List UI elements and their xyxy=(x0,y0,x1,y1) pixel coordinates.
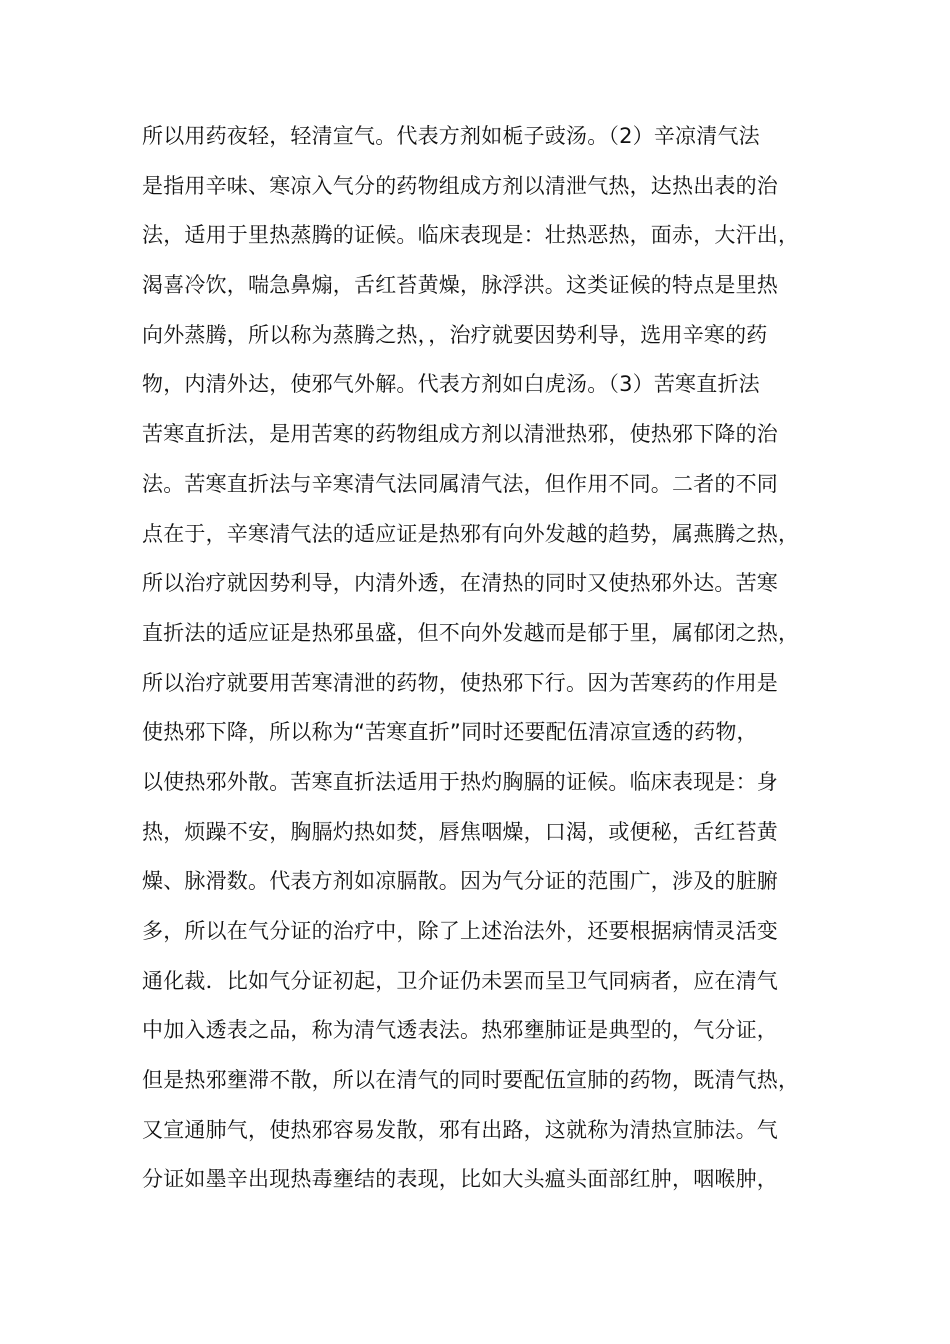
text-line: 分证如墨辛出现热毒壅结的表现，比如大头瘟头面部红肿，咽喉肿， xyxy=(142,1167,778,1192)
text-line: 所以治疗就要用苦寒清泄的药物，使热邪下行。因为苦寒药的作用是 xyxy=(142,670,778,695)
text-line: 多，所以在气分证的治疗中，除了上述治法外，还要根据病情灵活变 xyxy=(142,919,778,943)
text-line: 以使热邪外散。苦寒直折法适用于热灼胸膈的证候。临床表现是：身 xyxy=(142,769,778,794)
text-line: 又宣通肺气，使热邪容易发散，邪有出路，这就称为清热宣肺法。气 xyxy=(142,1117,778,1142)
text-line: 渴喜冷饮，喘急鼻煽，舌红苔黄燥，脉浮洪。这类证候的特点是里热 xyxy=(142,273,778,298)
text-line: 所以用药夜轻，轻清宣气。代表方剂如栀子豉汤。（2）辛凉清气法 xyxy=(142,124,760,148)
text-line: 是指用辛味、寒凉入气分的药物组成方剂以清泄气热，达热出表的治 xyxy=(142,173,778,198)
text-line: 通化裁．比如气分证初起，卫介证仍未罢而呈卫气同病者，应在清气 xyxy=(142,968,778,993)
text-line: 法，适用于里热蒸腾的证候。临床表现是：壮热恶热，面赤，大汗出， xyxy=(142,223,800,248)
text-line: 直折法的适应证是热邪虽盛，但不向外发越而是郁于里，属郁闭之热， xyxy=(142,620,800,645)
text-line: 所以治疗就因势利导，内清外透，在清热的同时又使热邪外达。苦寒 xyxy=(142,571,778,596)
text-line: 使热邪下降，所以称为“苦寒直折”同时还要配伍清凉宣透的药物， xyxy=(142,720,758,745)
body-text xyxy=(142,112,822,1205)
text-line: 中加入透表之品，称为清气透表法。热邪壅肺证是典型的，气分证， xyxy=(142,1018,778,1043)
text-line: 燥、脉滑数。代表方剂如凉膈散。因为气分证的范围广，涉及的脏腑 xyxy=(142,869,778,894)
text-line: 但是热邪壅滞不散，所以在清气的同时要配伍宣肺的药物，既清气热， xyxy=(142,1068,800,1093)
text-line: 向外蒸腾，所以称为蒸腾之热，，治疗就要因势利导，选用辛寒的药 xyxy=(142,322,768,347)
text-line: 热，烦躁不安，胸膈灼热如焚，唇焦咽燥，口渴，或便秘，舌红苔黄 xyxy=(142,819,778,844)
text-line: 苦寒直折法，是用苦寒的药物组成方剂以清泄热邪，使热邪下降的治 xyxy=(142,422,778,447)
text-line: 法。苦寒直折法与辛寒清气法同属清气法，但作用不同。二者的不同 xyxy=(142,471,778,496)
text-line: 物，内清外达，使邪气外解。代表方剂如白虎汤。（3）苦寒直折法 xyxy=(142,372,760,397)
text-line: 点在于，辛寒清气法的适应证是热邪有向外发越的趋势，属燕腾之热， xyxy=(142,521,800,546)
